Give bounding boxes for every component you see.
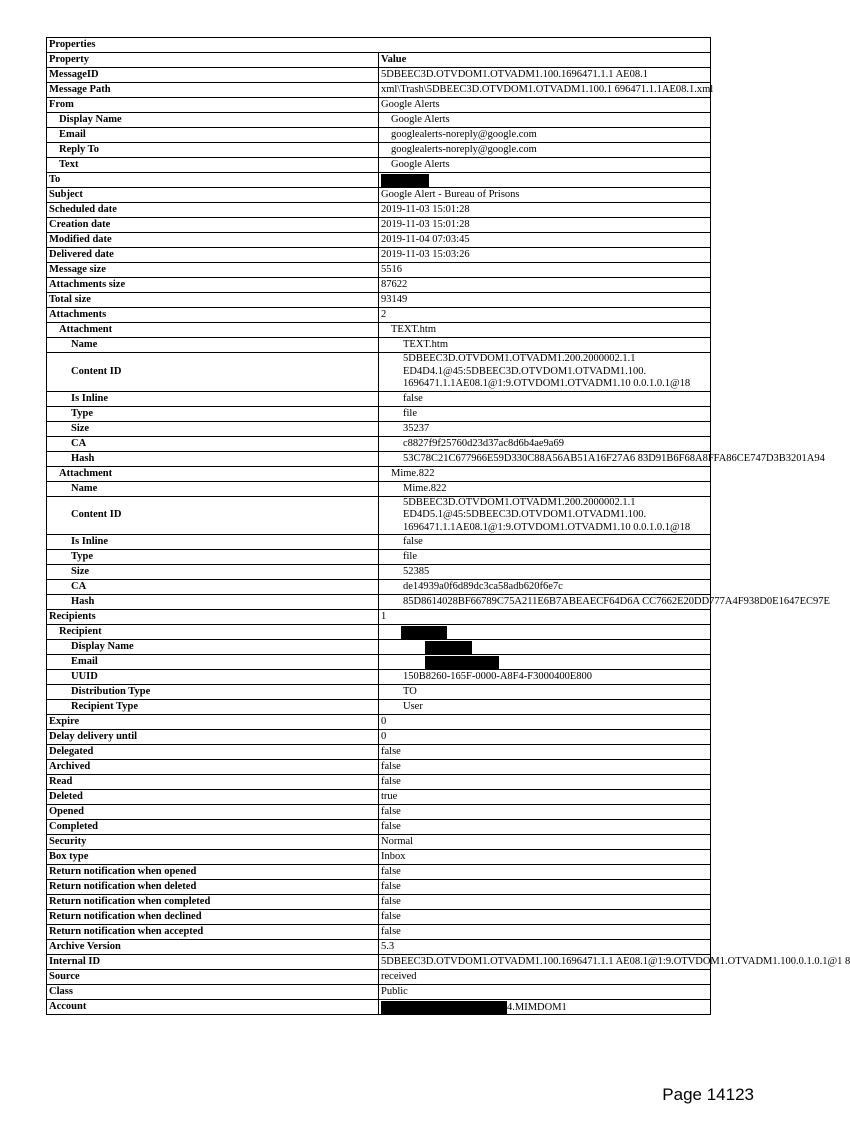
property-value: file <box>379 406 711 421</box>
property-value: xml\Trash\5DBEEC3D.OTVDOM1.OTVADM1.100.1 696471.1.1AE08.1.xml <box>379 83 711 98</box>
property-name: Attachment <box>47 466 379 481</box>
property-value: 93149 <box>379 293 711 308</box>
table-row <box>47 850 711 865</box>
property-name: Message Path <box>47 83 379 98</box>
property-name: Message size <box>47 263 379 278</box>
property-value: file <box>379 550 711 565</box>
table-row <box>47 970 711 985</box>
property-name: Return notification when deleted <box>47 880 379 895</box>
table-row <box>47 391 711 406</box>
property-name: Total size <box>47 293 379 308</box>
property-name: Type <box>47 550 379 565</box>
table-row <box>47 640 711 655</box>
property-value: false <box>379 865 711 880</box>
property-name: Completed <box>47 820 379 835</box>
table-title: Properties <box>47 38 711 53</box>
table-row <box>47 436 711 451</box>
table-row <box>47 68 711 83</box>
table-row <box>47 610 711 625</box>
property-name: Archive Version <box>47 940 379 955</box>
property-value: 5516 <box>379 263 711 278</box>
table-row <box>47 895 711 910</box>
table-row <box>47 248 711 263</box>
property-column-header: Property <box>47 53 379 68</box>
property-value: 150B8260-165F-0000-A8F4-F3000400E800 <box>379 670 711 685</box>
property-name: Return notification when completed <box>47 895 379 910</box>
property-name: Scheduled date <box>47 203 379 218</box>
property-value: Google Alerts <box>379 113 711 128</box>
table-row <box>47 805 711 820</box>
property-value: Mime.822 <box>379 466 711 481</box>
property-value <box>379 1000 711 1015</box>
property-name: Email <box>47 655 379 670</box>
table-row <box>47 421 711 436</box>
property-value: false <box>379 760 711 775</box>
property-value: 2019-11-03 15:01:28 <box>379 203 711 218</box>
table-row <box>47 985 711 1000</box>
table-row <box>47 451 711 466</box>
property-value: 52385 <box>379 565 711 580</box>
table-row <box>47 218 711 233</box>
property-name: Source <box>47 970 379 985</box>
table-row <box>47 670 711 685</box>
table-row <box>47 580 711 595</box>
property-name: Delay delivery until <box>47 730 379 745</box>
property-name: UUID <box>47 670 379 685</box>
table-row <box>47 565 711 580</box>
property-name: Deleted <box>47 790 379 805</box>
table-row <box>47 535 711 550</box>
value-column-header: Value <box>379 53 711 68</box>
property-value: 87622 <box>379 278 711 293</box>
table-row <box>47 173 711 188</box>
table-row <box>47 715 711 730</box>
property-name: Is Inline <box>47 391 379 406</box>
properties-table-body <box>47 38 850 1015</box>
property-name: Attachment <box>47 323 379 338</box>
table-row <box>47 481 711 496</box>
property-value: Normal <box>379 835 711 850</box>
property-name: Account <box>47 1000 379 1015</box>
property-value: false <box>379 805 711 820</box>
table-row <box>47 83 711 98</box>
property-value: 2019-11-04 07:03:45 <box>379 233 711 248</box>
table-row <box>47 278 711 293</box>
property-value: false <box>379 895 711 910</box>
property-value <box>379 173 711 188</box>
table-row <box>47 655 711 670</box>
property-name: Hash <box>47 451 379 466</box>
property-name: Name <box>47 481 379 496</box>
table-row <box>47 685 711 700</box>
property-value: User <box>379 700 711 715</box>
property-value: false <box>379 820 711 835</box>
table-header-row <box>47 53 711 68</box>
property-value: false <box>379 745 711 760</box>
table-row <box>47 406 711 421</box>
property-value: Inbox <box>379 850 711 865</box>
property-value: Google Alerts <box>379 98 711 113</box>
table-row <box>47 820 711 835</box>
table-row <box>47 835 711 850</box>
table-row <box>47 550 711 565</box>
table-row <box>47 760 711 775</box>
property-name: CA <box>47 436 379 451</box>
property-name: Archived <box>47 760 379 775</box>
property-name: Attachments <box>47 308 379 323</box>
property-value <box>379 640 711 655</box>
table-row <box>47 955 711 970</box>
table-row <box>47 925 711 940</box>
property-value: 2019-11-03 15:01:28 <box>379 218 711 233</box>
property-name: Read <box>47 775 379 790</box>
table-row <box>47 745 711 760</box>
property-value: 5DBEEC3D.OTVDOM1.OTVADM1.200.2000002.1.1 ED4D5.1@45:5DBEEC3D.OTVDOM1.OTVADM1.100. 1696471.1.1AE08.1@1:9.OTVDOM1.OTVADM1.10 0.0.1.0.1@18 <box>379 496 711 535</box>
property-value: 85D8614028BF66789C75A211E6B7ABEAECF64D6A CC7662E20DD777A4F938D0E1647EC97E <box>379 595 711 610</box>
property-name: Box type <box>47 850 379 865</box>
property-value: false <box>379 880 711 895</box>
property-value-text: 4.MIMDOM1 <box>507 1001 567 1013</box>
property-name: Delivered date <box>47 248 379 263</box>
table-row <box>47 700 711 715</box>
table-row <box>47 865 711 880</box>
property-name: Expire <box>47 715 379 730</box>
property-name: Display Name <box>47 113 379 128</box>
property-name: Opened <box>47 805 379 820</box>
table-row <box>47 323 711 338</box>
table-row <box>47 466 711 481</box>
property-value: TEXT.htm <box>379 338 711 353</box>
property-name: Size <box>47 565 379 580</box>
property-name: Recipient Type <box>47 700 379 715</box>
table-row <box>47 338 711 353</box>
table-row <box>47 595 711 610</box>
table-row <box>47 790 711 805</box>
table-row <box>47 308 711 323</box>
property-name: Hash <box>47 595 379 610</box>
property-value: 0 <box>379 730 711 745</box>
property-value: Google Alert - Bureau of Prisons <box>379 188 711 203</box>
property-value: 1 <box>379 610 711 625</box>
property-name: MessageID <box>47 68 379 83</box>
property-name: Class <box>47 985 379 1000</box>
property-value: TO <box>379 685 711 700</box>
page-number: Page 14123 <box>662 1085 754 1104</box>
table-row <box>47 143 711 158</box>
property-value: 2 <box>379 308 711 323</box>
property-value <box>379 625 711 640</box>
table-row <box>47 263 711 278</box>
property-value: 53C78C21C677966E59D330C88A56AB51A16F27A6 83D91B6F68A8FFA86CE747D3B3201A94 <box>379 451 711 466</box>
property-name: Security <box>47 835 379 850</box>
property-name: Return notification when accepted <box>47 925 379 940</box>
table-row <box>47 775 711 790</box>
table-title-row <box>47 38 711 53</box>
property-name: Creation date <box>47 218 379 233</box>
redaction-block <box>425 656 499 669</box>
table-row <box>47 496 711 535</box>
property-name: Return notification when declined <box>47 910 379 925</box>
property-value: Mime.822 <box>379 481 711 496</box>
table-row <box>47 880 711 895</box>
redaction-block <box>381 1001 507 1014</box>
property-value: googlealerts-noreply@google.com <box>379 143 711 158</box>
table-row <box>47 128 711 143</box>
property-value: 5DBEEC3D.OTVDOM1.OTVADM1.200.2000002.1.1 ED4D4.1@45:5DBEEC3D.OTVDOM1.OTVADM1.100. 1696471.1.1AE08.1@1:9.OTVDOM1.OTVADM1.10 0.0.1.0.1@18 <box>379 353 711 392</box>
table-row <box>47 203 711 218</box>
property-name: Reply To <box>47 143 379 158</box>
table-row <box>47 293 711 308</box>
redaction-block <box>381 174 429 187</box>
property-value: false <box>379 391 711 406</box>
property-name: From <box>47 98 379 113</box>
property-name: Return notification when opened <box>47 865 379 880</box>
redaction-block <box>401 626 447 639</box>
property-value: 5DBEEC3D.OTVDOM1.OTVADM1.100.1696471.1.1 AE08.1 <box>379 68 711 83</box>
property-name: Internal ID <box>47 955 379 970</box>
property-value: 0 <box>379 715 711 730</box>
property-name: Name <box>47 338 379 353</box>
redaction-block <box>425 641 472 654</box>
property-value: false <box>379 925 711 940</box>
table-row <box>47 158 711 173</box>
property-name: Size <box>47 421 379 436</box>
property-value: de14939a0f6d89dc3ca58adb620f6e7c <box>379 580 711 595</box>
property-value: Public <box>379 985 711 1000</box>
table-row <box>47 940 711 955</box>
property-value: 5.3 <box>379 940 711 955</box>
property-value: received <box>379 970 711 985</box>
property-name: Recipient <box>47 625 379 640</box>
table-row <box>47 730 711 745</box>
property-name: Delegated <box>47 745 379 760</box>
table-row <box>47 625 711 640</box>
property-name: CA <box>47 580 379 595</box>
property-value: false <box>379 535 711 550</box>
property-name: Text <box>47 158 379 173</box>
table-row <box>47 98 711 113</box>
property-value: googlealerts-noreply@google.com <box>379 128 711 143</box>
property-value: 2019-11-03 15:03:26 <box>379 248 711 263</box>
property-value: false <box>379 910 711 925</box>
property-name: Email <box>47 128 379 143</box>
property-name: To <box>47 173 379 188</box>
table-row <box>47 353 711 392</box>
property-value: true <box>379 790 711 805</box>
property-value <box>379 655 711 670</box>
table-row <box>47 233 711 248</box>
property-name: Content ID <box>47 353 379 392</box>
property-value: false <box>379 775 711 790</box>
property-name: Modified date <box>47 233 379 248</box>
property-name: Recipients <box>47 610 379 625</box>
property-name: Type <box>47 406 379 421</box>
property-value: TEXT.htm <box>379 323 711 338</box>
property-value: Google Alerts <box>379 158 711 173</box>
table-row <box>47 113 711 128</box>
table-row <box>47 1000 711 1015</box>
property-name: Distribution Type <box>47 685 379 700</box>
table-row <box>47 188 711 203</box>
property-value: 5DBEEC3D.OTVDOM1.OTVADM1.100.1696471.1.1 AE08.1@1:9.OTVDOM1.OTVADM1.100.0.1.0.1@1 8 <box>379 955 711 970</box>
property-name: Subject <box>47 188 379 203</box>
property-value: 35237 <box>379 421 711 436</box>
property-name: Content ID <box>47 496 379 535</box>
properties-table <box>46 37 850 1015</box>
property-name: Is Inline <box>47 535 379 550</box>
property-name: Display Name <box>47 640 379 655</box>
property-name: Attachments size <box>47 278 379 293</box>
table-row <box>47 910 711 925</box>
property-value: c8827f9f25760d23d37ac8d6b4ae9a69 <box>379 436 711 451</box>
